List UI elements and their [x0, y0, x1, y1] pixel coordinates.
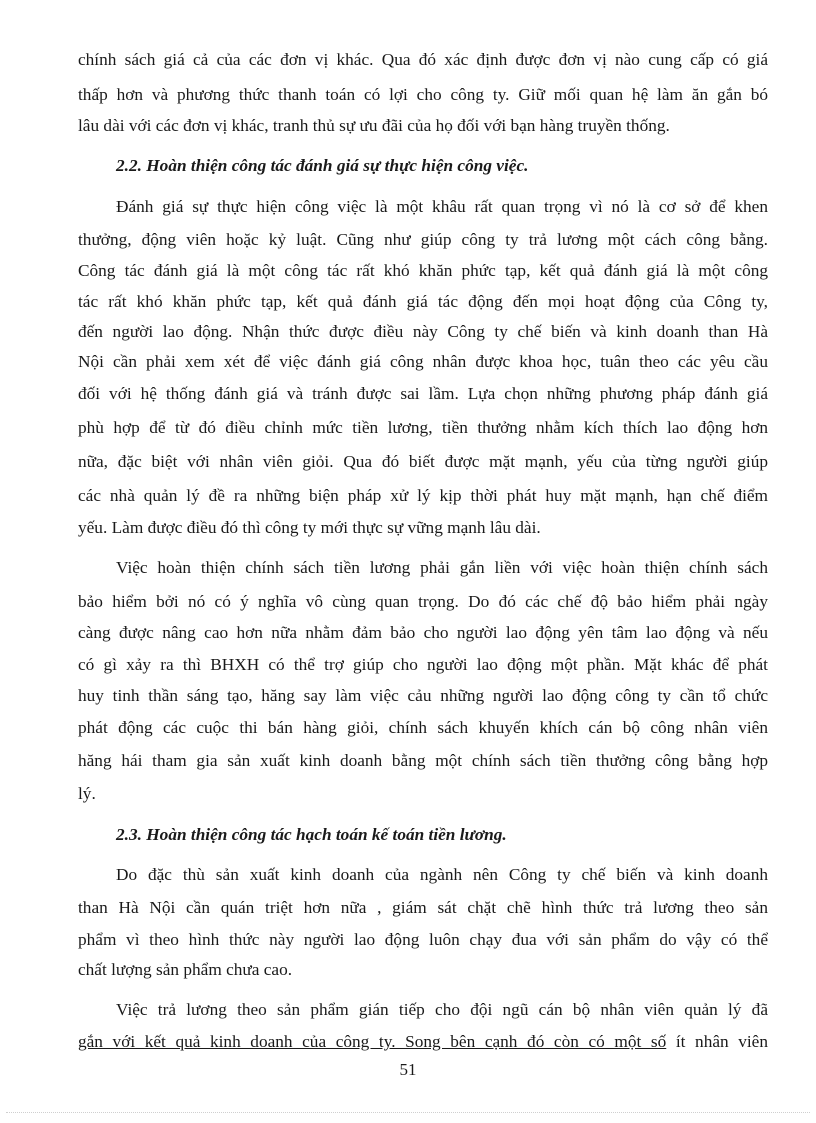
text-line: bảo hiểm bởi nó có ý nghĩa vô cùng quan trọng. Do đó các chế độ bảo hiểm phải ngày [78, 592, 768, 611]
text-line: càng được nâng cao hơn nữa nhằm đảm bảo cho người lao động yên tâm lao động và nếu [78, 623, 768, 642]
text-line: đối với hệ thống đánh giá và tránh được sai lầm. Lựa chọn những phương pháp đánh giá [78, 384, 768, 403]
page-number: 51 [399, 1060, 417, 1079]
text-line: Do đặc thù sản xuất kinh doanh của ngành nên Công ty chế biến và kinh doanh [116, 865, 768, 884]
section-heading-2-3: 2.3. Hoàn thiện công tác hạch toán kế toán tiền lương. [116, 825, 507, 844]
text-span: ít nhân viên [666, 1032, 768, 1051]
text-line: các nhà quản lý đề ra những biện pháp xử lý kịp thời phát huy mặt mạnh, hạn chế điểm [78, 486, 768, 505]
text-line: nữa, đặc biệt với nhân viên giỏi. Qua đó biết được mặt mạnh, yếu của từng người giúp [78, 452, 768, 471]
text-line: tác rất khó khăn phức tạp, kết quả đánh giá tác động đến mọi hoạt động của Công ty, [78, 292, 768, 311]
text-line: Việc trả lương theo sản phẩm gián tiếp cho đội ngũ cán bộ nhân viên quản lý đã [116, 1000, 768, 1019]
text-line: huy tinh thần sáng tạo, hăng say làm việc cảu những người lao động công ty cần tổ chức [78, 686, 768, 705]
text-line: than Hà Nội cần quán triệt hơn nữa , giám sát chặt chẽ hình thức trả lương theo sản [78, 898, 768, 917]
section-heading-2-2: 2.2. Hoàn thiện công tác đánh giá sự thực hiện công việc. [116, 156, 529, 175]
underlined-text: gắn với kết quả kinh doanh của công ty. Song bên cạnh đó còn có một số [78, 1032, 667, 1051]
text-line: yếu. Làm được điều đó thì công ty mới thực sự vững mạnh lâu dài. [78, 518, 541, 537]
page-bottom-dotted-rule [6, 1112, 810, 1113]
text-line: lý. [78, 784, 96, 803]
text-line: phát động các cuộc thi bán hàng giỏi, chính sách khuyến khích cán bộ công nhân viên [78, 718, 768, 737]
text-line: Công tác đánh giá là một công tác rất khó khăn phức tạp, kết quả đánh giá là một công [78, 261, 768, 280]
text-line: Đánh giá sự thực hiện công việc là một khâu rất quan trọng vì nó là cơ sở để khen [116, 197, 768, 216]
text-line: thưởng, động viên hoặc kỷ luật. Cũng như giúp công ty trả lương một cách công bằng. [78, 230, 768, 249]
text-line: Nội cần phải xem xét để việc đánh giá công nhân được khoa học, tuân theo các yêu cầu [78, 352, 768, 371]
text-line: đến người lao động. Nhận thức được điều này Công ty chế biến và kinh doanh than Hà [78, 322, 768, 341]
text-line: chất lượng sản phẩm chưa cao. [78, 960, 293, 979]
text-line: hăng hái tham gia sản xuất kinh doanh bằng một chính sách tiền thưởng công bằng hợp [78, 751, 768, 770]
text-line: phẩm vì theo hình thức này người lao động luôn chạy đua với sản phẩm do vậy có thể [78, 930, 768, 949]
text-line [78, 1032, 768, 1052]
text-line: có gì xảy ra thì BHXH có thể trợ giúp cho người lao động một phần. Mặt khác để phát [78, 655, 768, 674]
text-line: Việc hoàn thiện chính sách tiền lương phải gắn liền với việc hoàn thiện chính sách [116, 558, 768, 577]
text-line: chính sách giá cả của các đơn vị khác. Qua đó xác định được đơn vị nào cung cấp có giá [78, 50, 768, 69]
text-line: phù hợp để từ đó điều chỉnh mức tiền lương, tiền thưởng nhằm kích thích lao động hơn [78, 418, 768, 437]
text-line: lâu dài với các đơn vị khác, tranh thủ sự ưu đãi của họ đối với bạn hàng truyền thống. [78, 116, 670, 135]
text-line: thấp hơn và phương thức thanh toán có lợi cho công ty. Giữ mối quan hệ làm ăn gắn bó [78, 85, 768, 104]
